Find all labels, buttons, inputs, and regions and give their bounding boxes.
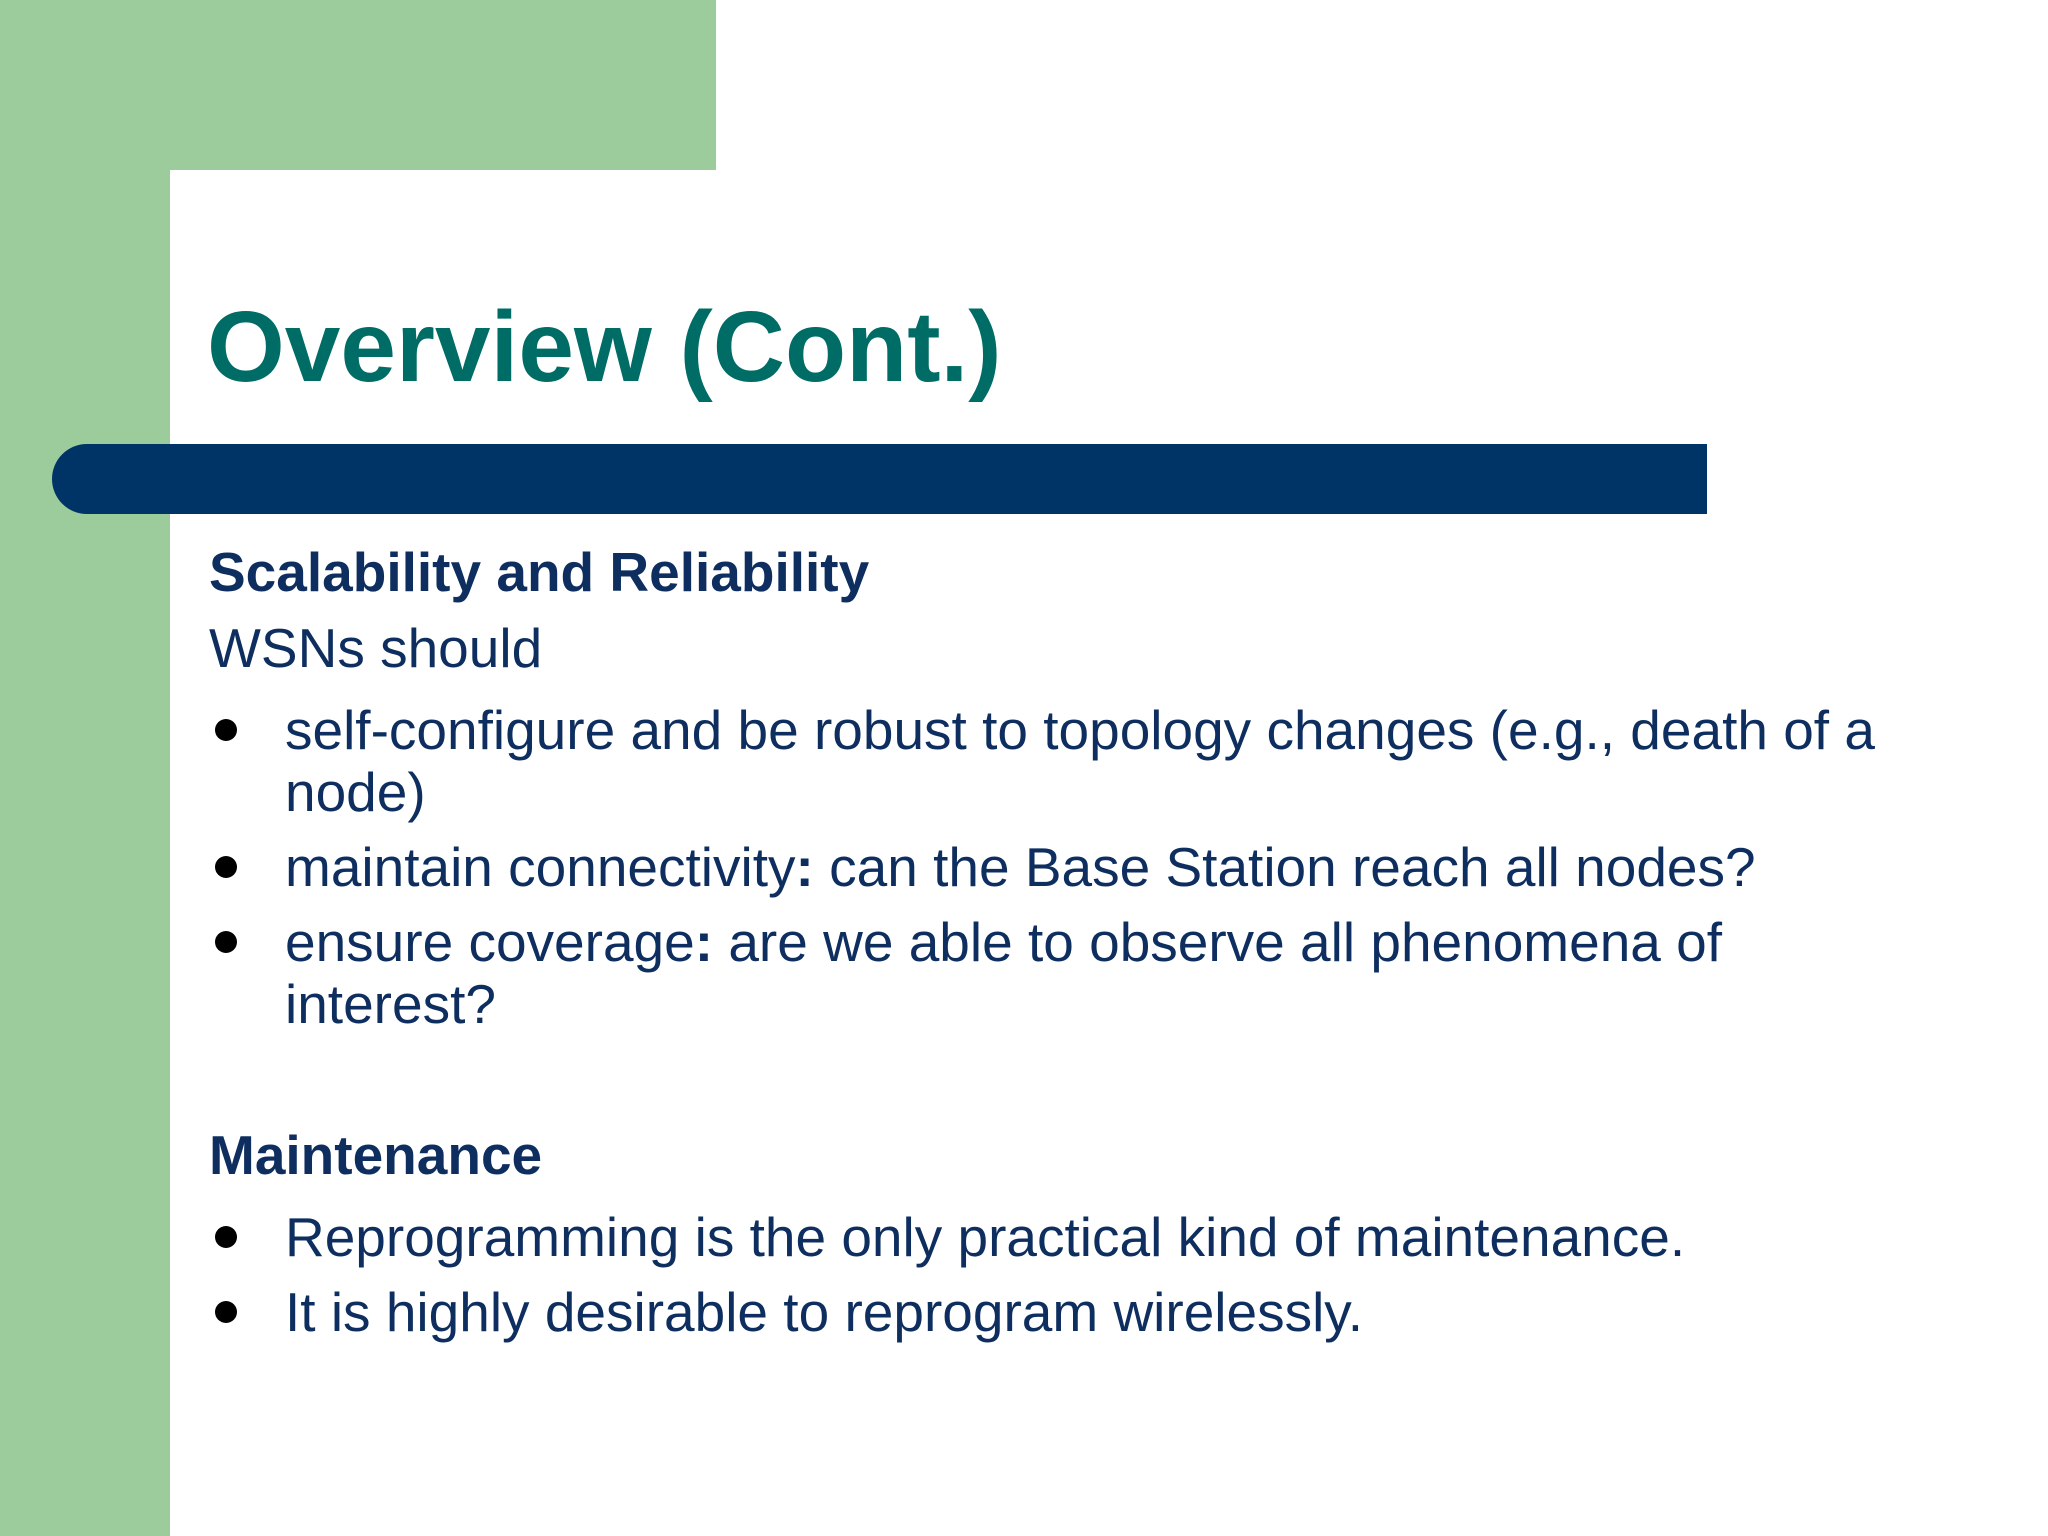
bullet-text: Reprogramming is the only practical kind of maintenance.: [285, 1206, 1686, 1268]
bullet-dot-icon: [215, 1226, 237, 1248]
title-underline-bar: [52, 444, 1707, 514]
slide-body: [209, 534, 1929, 1343]
slide-title: Overview (Cont.): [207, 291, 1002, 403]
scalability-bullet-list: [209, 699, 1929, 1035]
bullet-item: [209, 1281, 1929, 1343]
bullet-dot-icon: [215, 719, 237, 741]
bullet-text-lead: maintain connectivity: [285, 836, 796, 898]
bullet-text-rest: can the Base Station reach all nodes?: [813, 836, 1756, 898]
bullet-text-lead: ensure coverage: [285, 911, 695, 973]
bullet-item: [209, 699, 1929, 823]
green-side-strip: [0, 0, 170, 1536]
bullet-colon: :: [795, 836, 814, 898]
bullet-item: [209, 911, 1929, 1035]
bullet-dot-icon: [215, 856, 237, 878]
bullet-dot-icon: [215, 931, 237, 953]
bullet-item: [209, 836, 1929, 898]
intro-text: WSNs should: [209, 617, 543, 679]
bullet-dot-icon: [215, 1301, 237, 1323]
bullet-colon: :: [694, 911, 714, 973]
bullet-item: [209, 1206, 1929, 1268]
maintenance-bullet-list: [209, 1206, 1929, 1343]
section-spacer: [209, 1035, 1929, 1117]
bullet-text: self-configure and be robust to topology changes (e.g., death of a node): [285, 699, 1875, 823]
bullet-text: It is highly desirable to reprogram wirelessly.: [285, 1281, 1364, 1343]
section-heading-maintenance: Maintenance: [209, 1124, 543, 1186]
bullet-text-rest: are we able to observe all phenomena of interest?: [285, 911, 1723, 1035]
green-top-block: [0, 0, 716, 170]
section-heading-scalability: Scalability and Reliability: [209, 541, 870, 603]
